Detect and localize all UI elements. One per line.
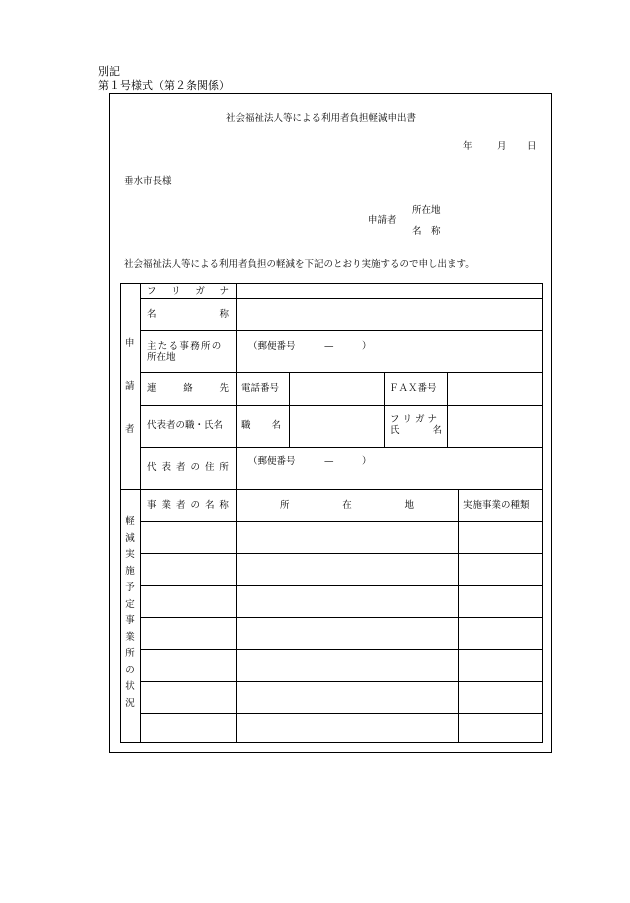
- statement: 社会福祉法人等による利用者負担の軽減を下記のとおり実施するので申し出ます。: [124, 259, 475, 270]
- form-number: 第１号様式（第２条関係）: [98, 79, 230, 92]
- facility-row[interactable]: [141, 714, 542, 742]
- rep-address-label: 代 表 者 の 住 所: [147, 462, 229, 473]
- contact-label: 連 絡 先: [147, 383, 229, 394]
- name-label: 名 称: [412, 226, 441, 237]
- phone-label: 電話番号: [241, 383, 280, 394]
- fax-label: ＦＡＸ番号: [389, 383, 437, 394]
- date-year[interactable]: 年: [463, 141, 473, 152]
- address-label: 所在地: [412, 205, 441, 216]
- facility-row[interactable]: [141, 682, 542, 713]
- furigana-label-2: フ リ ガ ナ: [390, 414, 438, 425]
- facility-row[interactable]: [141, 522, 542, 553]
- divider: [447, 372, 448, 447]
- addressee: 垂水市長様: [124, 176, 172, 187]
- facility-row[interactable]: [141, 618, 542, 649]
- applicant-label: 申請者: [368, 215, 397, 226]
- shimei-label: 氏 名: [390, 425, 442, 436]
- col-header-location: 所 在 地: [280, 500, 414, 511]
- postal-code-field-2[interactable]: （郵便番号 — ）: [248, 456, 372, 467]
- facility-row[interactable]: [141, 586, 542, 617]
- divider: [140, 447, 543, 448]
- col-header-business-name: 事 業 者 の 名 称: [147, 500, 229, 511]
- appendix-label: 別記: [98, 65, 120, 78]
- main-office-label: 主たる事務所の: [147, 341, 223, 352]
- divider: [140, 372, 543, 373]
- divider: [120, 489, 543, 490]
- divider: [140, 298, 543, 299]
- divider: [140, 330, 543, 331]
- furigana-label: フ リ ガ ナ: [147, 286, 229, 297]
- facility-row[interactable]: [141, 554, 542, 585]
- job-title-label: 職 名: [241, 420, 281, 431]
- name-row-label: 名 称: [147, 309, 229, 320]
- facilities-side-label: 軽減実施予定事業所の状況: [125, 516, 135, 709]
- date-day[interactable]: 日: [527, 141, 537, 152]
- side-label-char: 請: [125, 381, 135, 392]
- divider: [140, 405, 543, 406]
- side-label-char: 申: [125, 338, 135, 349]
- main-office-label-2: 所在地: [147, 352, 176, 363]
- divider: [289, 372, 290, 447]
- date-month[interactable]: 月: [497, 141, 507, 152]
- divider: [384, 372, 385, 447]
- postal-code-field[interactable]: （郵便番号 — ）: [248, 341, 372, 352]
- facility-row[interactable]: [141, 650, 542, 681]
- form-title: 社会福祉法人等による利用者負担軽減申出書: [226, 113, 417, 124]
- rep-title-name-label: 代表者の職・氏名: [147, 420, 224, 431]
- col-header-service-type: 実施事業の種類: [463, 500, 530, 511]
- side-label-char: 者: [125, 424, 135, 435]
